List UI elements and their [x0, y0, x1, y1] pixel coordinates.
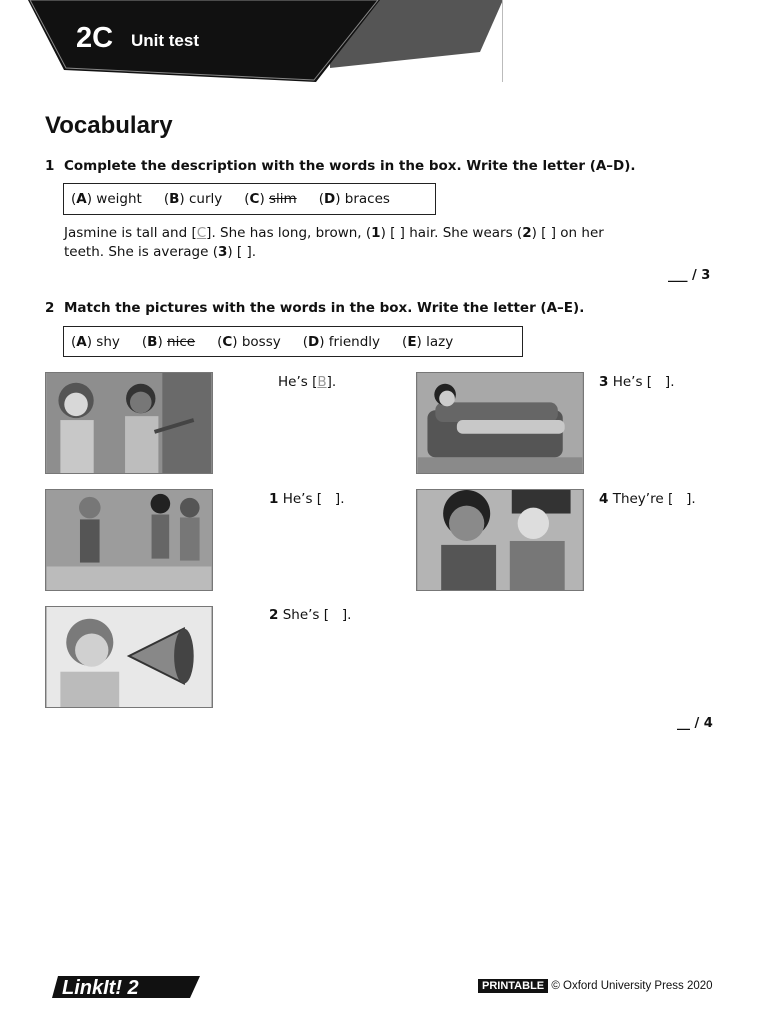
q1-instruction: Complete the description with the words in the box. Write the letter (A–D).: [64, 158, 636, 174]
picture-example: [45, 372, 213, 474]
q1-example-answer: C: [196, 225, 207, 241]
svg-text:LinkIt! 2: LinkIt! 2: [62, 977, 139, 999]
item-3-label: 3 He’s [ ].: [599, 374, 675, 390]
q1-paragraph: Jasmine is tall and [C]. She has long, brown, (1) [ ] hair. She wears (2) [ ] on her teeth. She is average (3) [ ].: [64, 225, 604, 260]
q1-word-b: (B) curly: [163, 191, 223, 207]
q2-word-b: (B) nice: [141, 333, 196, 350]
item-1-label: 1 He’s [ ].: [269, 491, 345, 507]
q2-word-c: (C) bossy: [217, 333, 281, 350]
q2-word-box: [63, 326, 523, 357]
picture-3: [416, 372, 584, 474]
item-example-label: He’s [B].: [278, 374, 337, 390]
picture-1: [45, 489, 213, 591]
item-4-label: 4 They’re [ ].: [599, 491, 696, 507]
item-2-label: 2 She’s [ ].: [269, 607, 352, 623]
q1-word-a: (A) weight: [71, 191, 142, 207]
footer-copyright: PRINTABLE © Oxford University Press 2020: [478, 980, 713, 992]
picture-2: [45, 606, 213, 708]
q1-number: 1: [45, 158, 55, 174]
picture-4: [416, 489, 584, 591]
q2-score: __ / 4: [677, 716, 713, 731]
divider: [502, 0, 503, 82]
q2-instruction: Match the pictures with the words in the box. Write the letter (A–E).: [64, 300, 585, 316]
unit-code: 2C: [76, 22, 114, 54]
q1-score: ___ / 3: [668, 268, 711, 283]
printable-badge: PRINTABLE: [478, 979, 548, 993]
section-title: Vocabulary: [45, 112, 173, 139]
q1-word-box: [63, 183, 436, 215]
q2-number: 2: [45, 300, 55, 316]
linkit-logo: [52, 972, 200, 1000]
q1-word-d: (D) braces: [318, 191, 390, 207]
q2-word-a: (A) shy: [71, 333, 120, 350]
q1-word-c: (C) slim: [244, 191, 297, 207]
unit-title: Unit test: [131, 31, 199, 50]
q2-word-d: (D) friendly: [302, 333, 381, 350]
q2-word-e: (E) lazy: [402, 333, 454, 350]
